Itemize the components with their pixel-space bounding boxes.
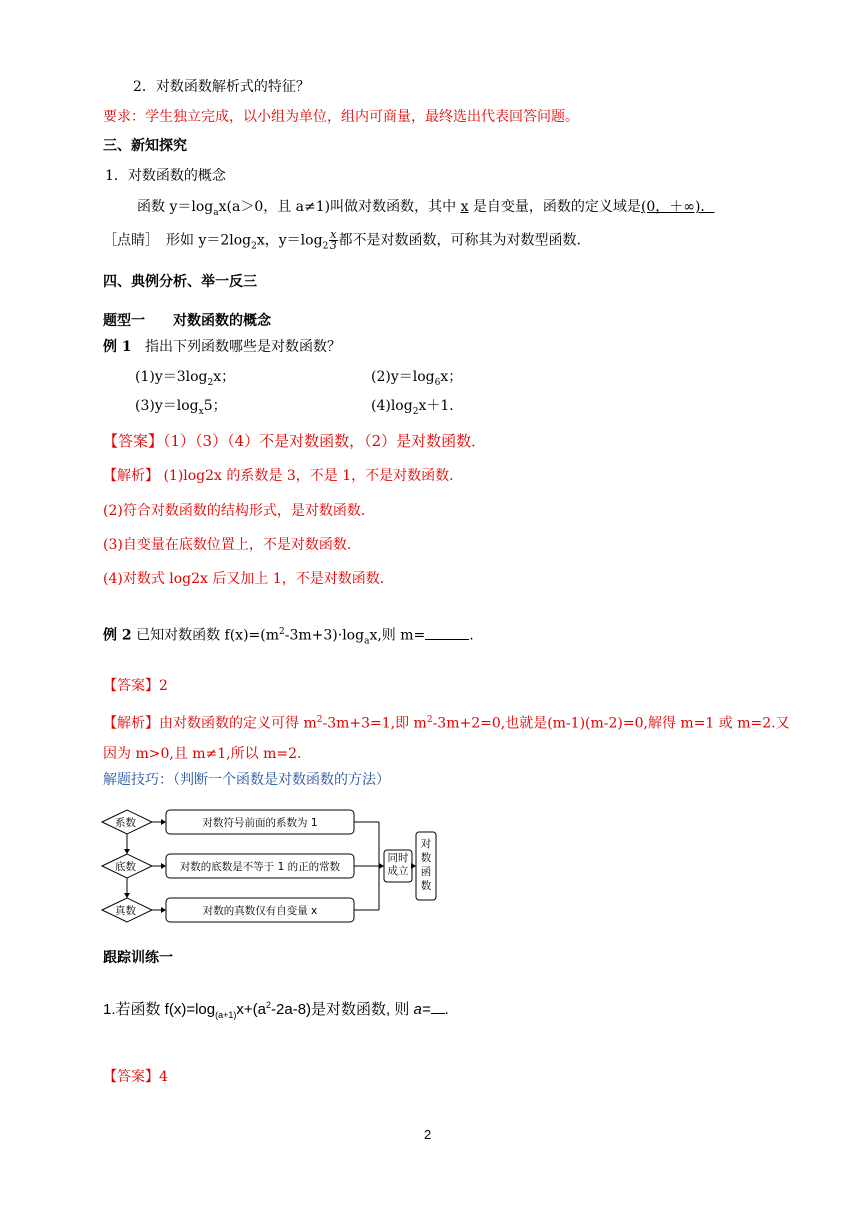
ex1-analysis-1: 【解析】 (1)log2x 的系数是 3，不是 1，不是对数函数． [103, 468, 464, 484]
ex1-answer: 【答案】（1）（3）（4）不是对数函数，（2）是对数函数． [103, 432, 487, 450]
flow-rule-3: 对数的真数仅有自变量 x [202, 905, 318, 917]
ex1-item-4: $(4)\log_2x+1$． [371, 398, 464, 417]
tracking-question-1: 1.若函数 $f(x)=\log_{(a+1)}x+(a^2-2a-8)$是对数函数, 则 a= . [103, 1000, 449, 1020]
fraction: $\frac{x}{3}$ [329, 228, 337, 252]
tracking-title: 跟踪训练一 [103, 950, 173, 966]
ex2-analysis-1: 【解析】由对数函数的定义可得 $m^2-3m+3=1$,即 $m^2-3m+2=0$,也就是(m-1)(m-2)=0,解得 m=1 或 m=2.又 [103, 715, 790, 732]
ex1-analysis-3: (3)自变量在底数位置上，不是对数函数． [103, 537, 361, 553]
page-number: 2 [424, 1127, 432, 1142]
type-1-title: 题型一 对数函数的概念 [103, 313, 271, 329]
ex2-answer: 【答案】2 [103, 678, 168, 694]
ex1-item-2: $(2)y=\log_6x$； [371, 369, 463, 388]
flow-rule-1: 对数符号前面的系数为 1 [202, 817, 318, 829]
ex2-analysis-2: 因为 m>0,且 m≠1,所以 m=2. [103, 746, 302, 762]
flow-result: 对数函数 [420, 838, 432, 892]
ex1-analysis-4: (4)对数式 log2x 后又加上 1，不是对数函数． [103, 571, 394, 587]
ex1-item-1: $(1)y=3\log_2x$； [135, 369, 236, 388]
flow-argument: 真数 [115, 905, 136, 917]
flow-base: 底数 [115, 861, 136, 873]
concept-definition: 函数 $y=\log_ax(a>0$，且 a≠1)叫做对数函数，其中 x 是自变量，函数的定义域是(0，＋∞)． [137, 199, 715, 218]
ex1-analysis-2: (2)符合对数函数的结构形式，是对数函数． [103, 503, 375, 519]
section-3-title: 三、新知探究 [103, 138, 187, 154]
section-4-title: 四、典例分析、举一反三 [103, 274, 257, 290]
flow-rule-2: 对数的底数是不等于 1 的正的常数 [179, 861, 341, 873]
flow-condition: 同时成立 [387, 852, 409, 877]
example-2: 例 2 已知对数函数 $f(x)=(m^2-3m+3)\cdot\log_ax$,则 m= . [103, 627, 474, 647]
question-2: 2．对数函数解析式的特征？ [133, 79, 310, 95]
example-1: 例 1 指出下列函数哪些是对数函数？ [103, 339, 341, 355]
tracking-answer: 【答案】4 [103, 1069, 168, 1085]
flowchart [100, 804, 450, 934]
concept-title: 1．对数函数的概念 [105, 168, 226, 184]
technique: 解题技巧：（判断一个函数是对数函数的方法） [103, 772, 390, 788]
tip: ［点睛］ 形如 $y=2\log_2x$，$y=\log_2$ $\frac{x}{3}$ 都不是对数函数，可称其为对数型函数． [103, 228, 591, 252]
requirement: 要求：学生独立完成，以小组为单位，组内可商量，最终选出代表回答问题。 [103, 109, 579, 125]
flow-coefficient: 系数 [115, 817, 136, 829]
ex1-item-3: $(3)y=\log_x5$； [135, 398, 227, 417]
